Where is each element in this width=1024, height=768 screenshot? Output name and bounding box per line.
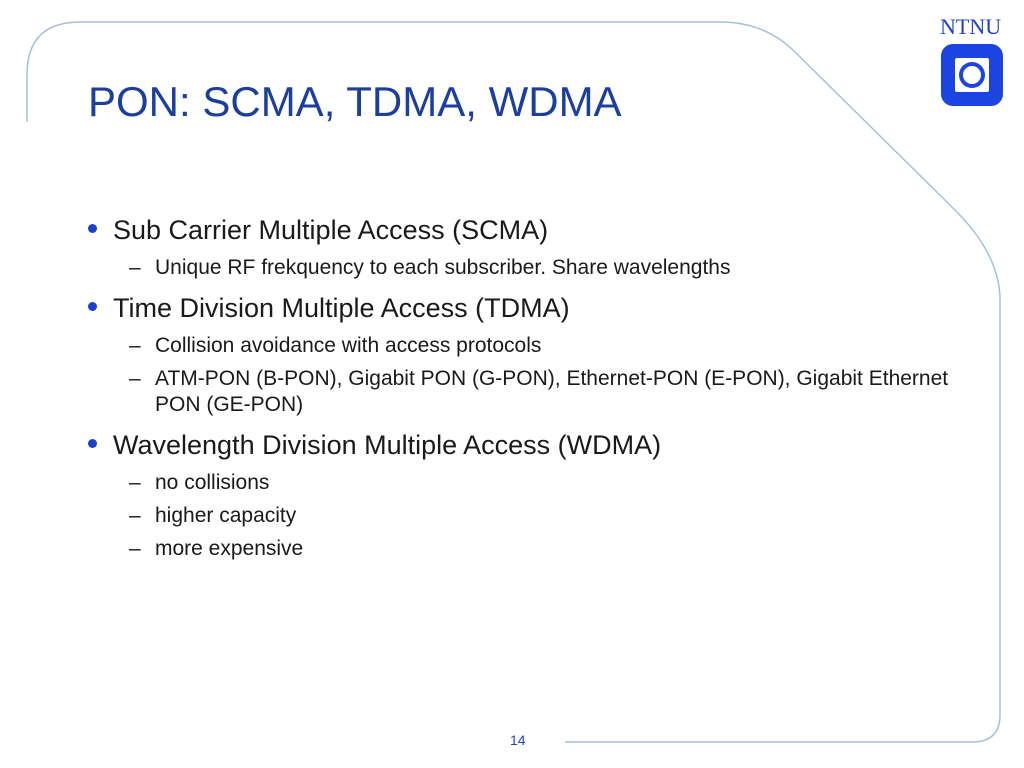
sub-bullet-item (88, 255, 968, 281)
bullet-text: Wavelength Division Multiple Access (WDMA) (113, 430, 662, 460)
sub-bullet-text: Collision avoidance with access protocols (155, 334, 542, 357)
bullet-text: Sub Carrier Multiple Access (SCMA) (113, 215, 549, 245)
bullet-dot-icon (88, 224, 97, 233)
sub-bullet-text: no collisions (155, 471, 270, 494)
sub-bullet-item (88, 470, 968, 496)
bullet-text: Time Division Multiple Access (TDMA) (113, 293, 570, 323)
bullet-dot-icon (88, 439, 97, 448)
bullet-dot-icon (88, 302, 97, 311)
sub-bullet-text: Unique RF frekquency to each subscriber. Share wavelengths (155, 256, 731, 279)
slide-title: PON: SCMA, TDMA, WDMA (88, 78, 622, 125)
sub-bullet-text: higher capacity (155, 504, 297, 527)
sub-bullet-item (88, 366, 968, 418)
bullet-item (88, 288, 968, 328)
page-number: 14 (510, 732, 526, 748)
bullet-item (88, 210, 968, 250)
ntnu-logo-icon (941, 44, 1003, 106)
dash-marker: – (129, 471, 141, 494)
bullet-item (88, 425, 968, 465)
dash-marker: – (129, 256, 141, 279)
dash-marker: – (129, 504, 141, 527)
dash-marker: – (129, 367, 141, 390)
sub-bullet-item (88, 333, 968, 359)
dash-marker: – (129, 334, 141, 357)
sub-bullet-text: more expensive (155, 537, 304, 560)
ntnu-logo-text: NTNU (940, 14, 1002, 39)
sub-bullet-item (88, 536, 968, 562)
dash-marker: – (129, 537, 141, 560)
sub-bullet-text: ATM-PON (B-PON), Gigabit PON (G-PON), Ethernet-PON (E-PON), Gigabit Ethernet PON (GE-PON) (155, 367, 949, 416)
bullet-list (88, 210, 968, 569)
sub-bullet-item (88, 503, 968, 529)
